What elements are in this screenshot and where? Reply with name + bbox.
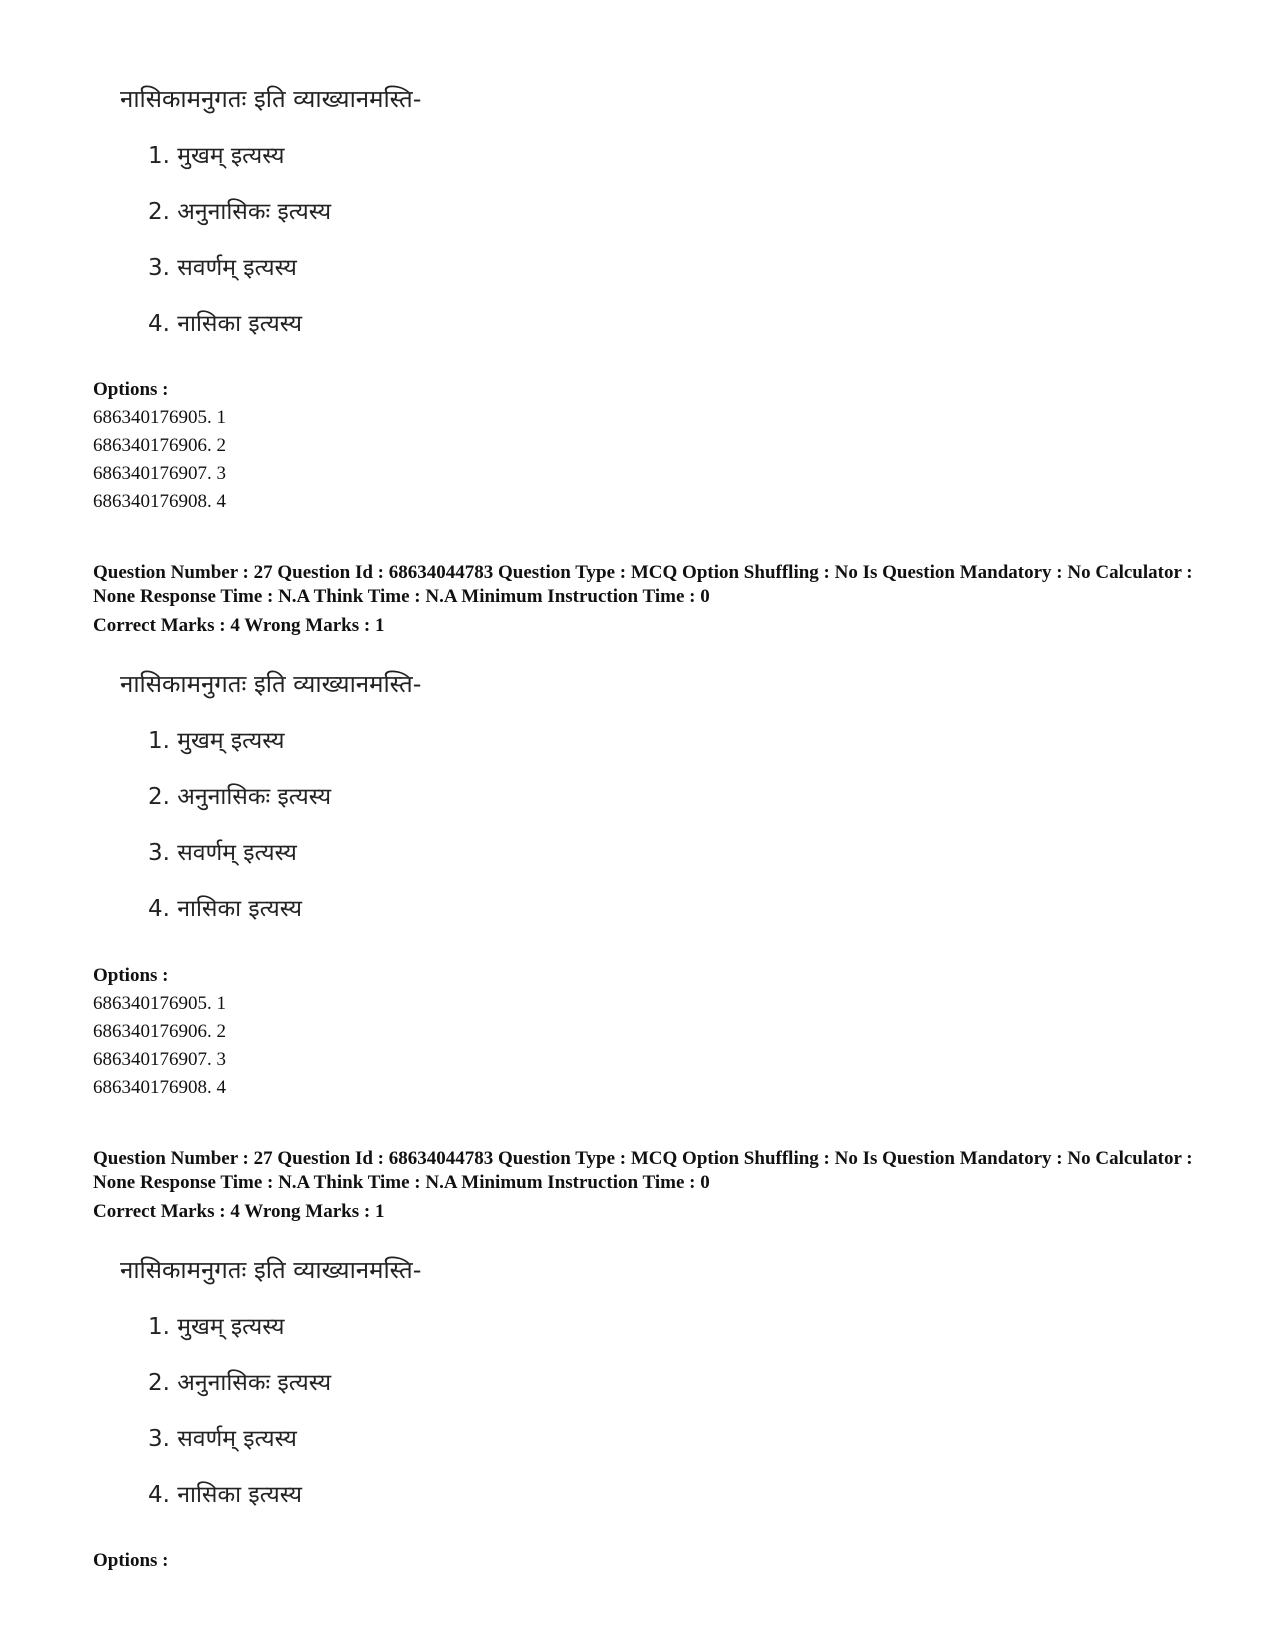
question-choice-4: 4. नासिका इत्यस्य (148, 1482, 303, 1508)
question-choice-1: 1. मुखम् इत्यस्य (148, 143, 285, 169)
question-choice-1: 1. मुखम् इत्यस्य (148, 728, 285, 754)
option-id-line: 686340176908. 4 (93, 491, 226, 512)
question-header: Question Number : 27 Question Id : 68634044783 Question Type : MCQ Option Shuffling : No Is Question Mandatory : No Calculator : None Response Time : N.A Think Time : N.A Minimum Instruction Time : 0 (93, 562, 1193, 607)
question-choice-4: 4. नासिका इत्यस्य (148, 311, 303, 337)
question-choice-4: 4. नासिका इत्यस्य (148, 896, 303, 922)
option-id-line: 686340176907. 3 (93, 1049, 226, 1070)
options-label: Options : (93, 965, 169, 986)
question-choice-3: 3. सवर्णम् इत्यस्य (148, 840, 297, 866)
question-choice-2: 2. अनुनासिकः इत्यस्य (148, 784, 332, 810)
option-id-line: 686340176905. 1 (93, 993, 226, 1014)
question-choice-2: 2. अनुनासिकः इत्यस्य (148, 199, 332, 225)
question-stem: नासिकामनुगतः इति व्याख्यानमस्ति- (120, 670, 422, 698)
question-choice-2: 2. अनुनासिकः इत्यस्य (148, 1370, 332, 1396)
option-id-line: 686340176906. 2 (93, 1021, 226, 1042)
option-id-line: 686340176908. 4 (93, 1077, 226, 1098)
question-choice-3: 3. सवर्णम् इत्यस्य (148, 1426, 297, 1452)
options-label: Options : (93, 379, 169, 400)
question-choice-3: 3. सवर्णम् इत्यस्य (148, 255, 297, 281)
option-id-line: 686340176906. 2 (93, 435, 226, 456)
options-label: Options : (93, 1550, 169, 1571)
question-marks: Correct Marks : 4 Wrong Marks : 1 (93, 615, 385, 636)
question-stem: नासिकामनुगतः इति व्याख्यानमस्ति- (120, 1256, 422, 1284)
option-id-line: 686340176905. 1 (93, 407, 226, 428)
question-choice-1: 1. मुखम् इत्यस्य (148, 1314, 285, 1340)
question-marks: Correct Marks : 4 Wrong Marks : 1 (93, 1201, 385, 1222)
question-stem: नासिकामनुगतः इति व्याख्यानमस्ति- (120, 85, 422, 113)
option-id-line: 686340176907. 3 (93, 463, 226, 484)
question-header: Question Number : 27 Question Id : 68634044783 Question Type : MCQ Option Shuffling : No Is Question Mandatory : No Calculator : None Response Time : N.A Think Time : N.A Minimum Instruction Time : 0 (93, 1148, 1193, 1193)
